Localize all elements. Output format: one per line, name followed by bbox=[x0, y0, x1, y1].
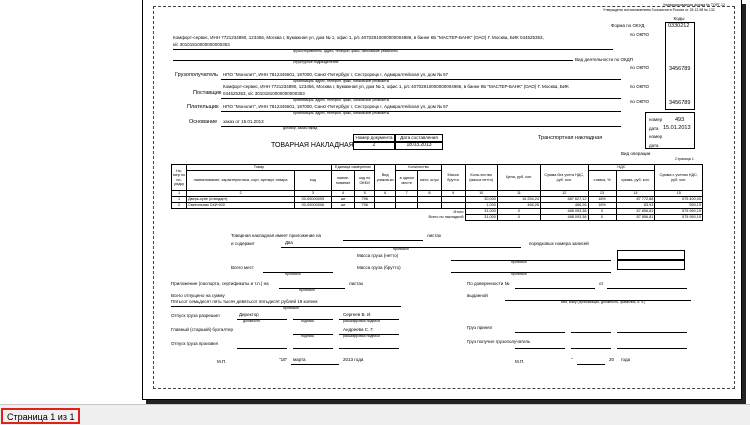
cell-total: 550,19 bbox=[655, 203, 703, 209]
caption-decoding: расшифровка подписи bbox=[343, 334, 380, 338]
consignor-text-2: к/с 30101810000000000353 bbox=[173, 42, 230, 47]
attachment-label: Приложение (паспорта, сертификаты и т.п.) на bbox=[171, 281, 269, 286]
col-num: 9 bbox=[441, 191, 465, 197]
th-vat: НДС bbox=[588, 165, 655, 171]
cell-rate: 18% bbox=[588, 197, 616, 203]
document-page bbox=[142, 0, 742, 400]
th-code: код bbox=[295, 171, 332, 191]
approval-line-2: Утверждена постановлением Госкомстата России от 25.12.98 № 132 bbox=[603, 8, 715, 12]
director-position: Директор bbox=[239, 312, 259, 317]
th-unit-name: наиме-нование bbox=[331, 171, 355, 191]
net-box bbox=[617, 250, 685, 260]
cell-unit: шт bbox=[331, 203, 355, 209]
th-unit-okei: код по ОКЕИ bbox=[355, 171, 374, 191]
codes-header: Коды bbox=[673, 16, 685, 21]
cell-name: Дверь-купе (стандарт) bbox=[187, 197, 295, 203]
th-vat-rate: ставка, % bbox=[588, 171, 616, 191]
col-num: 6 bbox=[374, 191, 396, 197]
issued-caption: кем, кому (организация, должность, фамилия, и. о.) bbox=[561, 300, 646, 304]
payer-text: НПО "Монолит", ИНН 7812345601, 197000, Санкт-Петербург г, Сестрорецк г, Адмиралтейская ул, дом № 67 bbox=[223, 104, 449, 109]
released-sum-label: Всего отпущено на сумму bbox=[171, 293, 225, 298]
doc-number-value: 2 bbox=[353, 142, 395, 150]
th-qty: Количество bbox=[396, 165, 441, 171]
cell-sum: 466,26 bbox=[541, 203, 588, 209]
caption-words-1: прописью bbox=[393, 247, 409, 251]
col-num: 14 bbox=[616, 191, 655, 197]
okpo-consignee-label: по ОКПО bbox=[630, 65, 650, 70]
caption-words-5: прописью bbox=[299, 288, 315, 292]
caption-signature: подпись bbox=[301, 319, 315, 323]
th-unit: Единица измерения bbox=[331, 165, 374, 171]
contains-label: и содержит bbox=[231, 241, 255, 246]
signing-year-2: 20 bbox=[609, 357, 615, 362]
col-num: 12 bbox=[541, 191, 588, 197]
col-num: 13 bbox=[588, 191, 616, 197]
th-vat-sum: сумма, руб. коп. bbox=[616, 171, 655, 191]
caption-signature: подпись bbox=[301, 334, 315, 338]
th-qty-pieces: мест, штук bbox=[418, 171, 442, 191]
th-pack: Вид упаков-ки bbox=[374, 165, 396, 191]
caption-basis: договор, заказ-наряд bbox=[283, 126, 318, 130]
attachment-sheets-label: листах bbox=[349, 281, 364, 286]
okud-value: 0330212 bbox=[668, 23, 690, 29]
th-sum-novat: Сумма без учета НДС, руб. коп. bbox=[541, 165, 588, 191]
signing-quote-2: " bbox=[571, 357, 573, 362]
cell-okei: 796 bbox=[355, 203, 374, 209]
director-name: Сергеев В. И. bbox=[343, 312, 372, 317]
cell-code: 00-00000006 bbox=[295, 203, 332, 209]
itogo-rate: X bbox=[588, 209, 616, 215]
col-num: 2 bbox=[187, 191, 295, 197]
th-gross: Масса брутто bbox=[441, 165, 465, 191]
total-price: X bbox=[497, 215, 540, 221]
release-allowed-label: Отпуск груза разрешил bbox=[171, 313, 220, 318]
cell-vat: 83,93 bbox=[616, 203, 655, 209]
okpo-consignor-label: по ОКПО bbox=[630, 32, 650, 37]
okud-label: Форма по ОКУД bbox=[611, 23, 645, 28]
approval-line-1: Унифицированная форма № ТОРГ-12 bbox=[663, 3, 725, 7]
col-num: 10 bbox=[465, 191, 497, 197]
status-bar bbox=[0, 404, 750, 425]
cell-price: 466,26 bbox=[497, 203, 540, 209]
issued-label: выданной bbox=[467, 293, 488, 298]
cell-vat: 87 772,88 bbox=[616, 197, 655, 203]
transport-label: Транспортная накладная bbox=[538, 135, 603, 141]
places-label: Всего мест bbox=[231, 265, 254, 270]
total-label: Всего по накладной bbox=[428, 215, 464, 220]
cell-net: 1,000 bbox=[465, 203, 497, 209]
number-value: 493 bbox=[675, 117, 685, 123]
gross-box bbox=[617, 260, 685, 270]
signing-month: марта bbox=[293, 357, 306, 362]
supplier-text: Комфорт-сервис, ИНН 7721234890, 123456, Москва г, Бумажная ул, дом № 1, офис 1, р/с 40702810000000004986, в банке КБ "МАСТЕР-БАНК" (ОАО) Г. Москва, БИК bbox=[223, 84, 569, 89]
cargo-received-label: Груз получил грузополучатель bbox=[467, 339, 531, 344]
okpo-payer-label: по ОКПО bbox=[630, 99, 650, 104]
supplier-label: Поставщик bbox=[193, 90, 222, 96]
cell-okei: 796 bbox=[355, 197, 374, 203]
total-sum: 488 093,38 bbox=[541, 215, 588, 221]
caption-consignor: грузоотправитель, адрес, телефон, факс, банковские реквизиты bbox=[293, 49, 398, 53]
consignor-text: Комфорт-сервис, ИНН 7721234890, 123456, Москва г, Бумажная ул, дом № 1, офис 1, р/с 40702810000000004986, в банке КБ "МАСТЕР-БАНК" (ОАО) Г. Москва, БИК 044525353, bbox=[173, 35, 544, 40]
cell-num: 2 bbox=[172, 203, 187, 209]
cell-name: Светильник СКИ 600 bbox=[187, 203, 295, 209]
signing-year-2-suffix: года bbox=[621, 357, 631, 362]
caption-org-2: организация, адрес, телефон, факс, банковские реквизиты bbox=[293, 98, 390, 102]
stamp-2: М.П. bbox=[515, 359, 525, 364]
cell-sum: 487 627,12 bbox=[541, 197, 588, 203]
caption-org-1: организация, адрес, телефон, факс, банковские реквизиты bbox=[293, 79, 390, 83]
document-title: ТОВАРНАЯ НАКЛАДНАЯ bbox=[271, 142, 354, 149]
caption-position: должность bbox=[243, 319, 261, 323]
th-name: наименование, характеристика, сорт, артикул товара bbox=[187, 171, 295, 191]
total-net: 31,000 bbox=[465, 215, 497, 221]
cargo-accepted-label: Груз принял bbox=[467, 325, 493, 330]
itogo-sum: 488 093,38 bbox=[541, 209, 588, 215]
operation-label: Вид операции bbox=[621, 151, 651, 156]
sheet-label: Страница 1 bbox=[675, 157, 694, 161]
appendix-line: Товарная накладная имеет приложение на bbox=[231, 233, 321, 238]
supplier-text-2: 044525353, к/с 30101810000000000353 bbox=[223, 91, 305, 96]
records-label: порядковых номера записей bbox=[529, 241, 589, 246]
th-price: Цена, руб. коп. bbox=[497, 165, 540, 191]
signing-day: "18" bbox=[279, 357, 288, 362]
date-value: 15.01.2013 bbox=[663, 125, 691, 131]
signing-year: 2013 года bbox=[343, 357, 364, 362]
net-label: Масса груза (нетто) bbox=[357, 253, 399, 258]
col-num: 5 bbox=[355, 191, 374, 197]
okpo-consignee-value: 3456789 bbox=[669, 66, 691, 72]
doc-date-value: 18.03.2013 bbox=[395, 142, 443, 150]
th-sum-vat: Сумма с учетом НДС, руб. коп. bbox=[655, 165, 703, 191]
cell-net: 30,000 bbox=[465, 197, 497, 203]
gross-label: Масса груза (брутто) bbox=[357, 265, 401, 270]
col-num: 11 bbox=[497, 191, 540, 197]
date2-label: дата bbox=[649, 143, 659, 148]
stamp-1: М.П. bbox=[217, 359, 227, 364]
caption-org-3: организация, адрес, телефон, факс, банковские реквизиты bbox=[293, 111, 390, 115]
total-total: 575 950,19 bbox=[655, 215, 703, 221]
date-label: дата bbox=[649, 126, 659, 131]
cell-code: 00-00000009 bbox=[295, 197, 332, 203]
proxy-from: от bbox=[599, 281, 604, 286]
caption-decoding: расшифровка подписи bbox=[343, 319, 380, 323]
th-goods: Товар bbox=[187, 165, 332, 171]
number-label: номер bbox=[649, 117, 663, 122]
okdp-label: Вид деятельности по ОКДП bbox=[575, 57, 633, 62]
appendix-sheets-label: листах bbox=[427, 233, 442, 238]
cell-num: 1 bbox=[172, 197, 187, 203]
itogo-vat: 87 856,81 bbox=[616, 209, 655, 215]
doc-number-header: Номер документа bbox=[353, 134, 395, 142]
cell-unit: шт bbox=[331, 197, 355, 203]
col-num: 3 bbox=[295, 191, 332, 197]
basis-text: заказ от 15.01.2013 bbox=[223, 119, 264, 124]
consignee-text: НПО "Монолит", ИНН 7812345601, 197000, Санкт-Петербург г, Сестрорецк г, Адмиралтейская ул, дом № 67 bbox=[223, 72, 449, 77]
okpo-payer-value: 3456789 bbox=[669, 100, 691, 106]
cell-total: 575 400,00 bbox=[655, 197, 703, 203]
caption-division: структурное подразделение bbox=[293, 60, 339, 64]
okpo-supplier-label: по ОКПО bbox=[630, 84, 650, 89]
basis-label: Основание bbox=[189, 119, 218, 125]
itogo-price: X bbox=[497, 209, 540, 215]
col-num: 4 bbox=[331, 191, 355, 197]
cell-price: 16 254,24 bbox=[497, 197, 540, 203]
released-sum: Пятьсот семьдесят пять тысяч девятьсот пятьдесят рублей 19 копеек bbox=[171, 299, 318, 304]
th-num: Но-мер по по-рядку bbox=[172, 165, 187, 191]
chief-accountant-label: Главный (старший) бухгалтер bbox=[171, 327, 234, 332]
col-num: 8 bbox=[418, 191, 442, 197]
itogo-label: Итого bbox=[453, 209, 464, 214]
accountant-name: Андреева С. Г. bbox=[343, 327, 374, 332]
release-made-label: Отпуск груза произвел bbox=[171, 341, 219, 346]
total-row bbox=[172, 215, 703, 221]
goods-table bbox=[171, 164, 703, 221]
payer-label: Плательщик bbox=[187, 104, 219, 110]
cell-rate: 18% bbox=[588, 203, 616, 209]
contains-value: Два bbox=[285, 240, 293, 245]
number2-label: номер bbox=[649, 134, 663, 139]
proxy-label: По доверенности № bbox=[467, 281, 510, 286]
th-qty-place: в одном месте bbox=[396, 171, 418, 191]
caption-words-3: прописью bbox=[285, 272, 301, 276]
col-num: 1 bbox=[172, 191, 187, 197]
consignee-label: Грузополучатель bbox=[175, 72, 219, 78]
col-num: 15 bbox=[655, 191, 703, 197]
itogo-total: 575 950,19 bbox=[655, 209, 703, 215]
doc-date-header: Дата составления bbox=[395, 134, 443, 142]
total-vat: 87 856,81 bbox=[616, 215, 655, 221]
caption-words-6: прописью bbox=[283, 306, 299, 310]
total-rate: X bbox=[588, 215, 616, 221]
caption-words-2: прописью bbox=[511, 260, 527, 264]
col-num: 7 bbox=[396, 191, 418, 197]
page-indicator: Страница 1 из 1 bbox=[1, 408, 80, 424]
th-net: Коли-чество (масса нетто) bbox=[465, 165, 497, 191]
caption-words-4: прописью bbox=[511, 272, 527, 276]
itogo-net: 31,000 bbox=[465, 209, 497, 215]
